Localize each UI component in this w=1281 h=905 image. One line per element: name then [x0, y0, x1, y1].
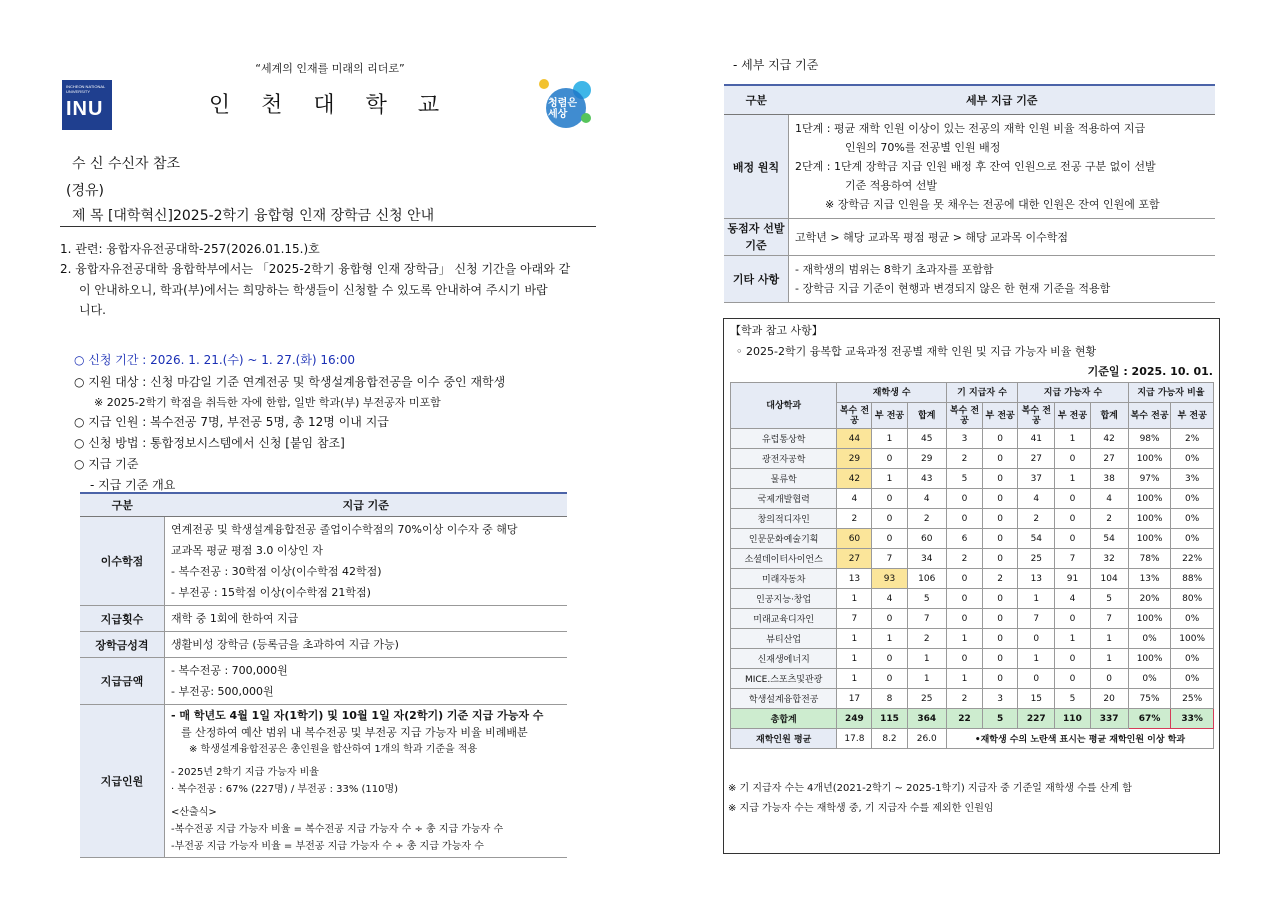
h-minor: 부 전공 — [983, 403, 1018, 429]
t2-header-category: 구분 — [724, 85, 789, 115]
table-cell: 0 — [872, 609, 907, 629]
table-row — [731, 589, 1214, 609]
table-row — [731, 689, 1214, 709]
table-cell: 8 — [872, 689, 907, 709]
table-cell: 1 — [1055, 429, 1090, 449]
table-cell: 42 — [837, 469, 872, 489]
h-minor: 부 전공 — [1055, 403, 1090, 429]
table-cell: 0 — [1055, 489, 1090, 509]
table-cell: 4 — [837, 489, 872, 509]
table-cell: 100% — [1171, 629, 1214, 649]
table-cell: 15 — [1018, 689, 1055, 709]
table-cell: 5 — [946, 469, 982, 489]
reference-box — [723, 318, 1220, 854]
total-cell: 110 — [1055, 709, 1090, 729]
total-cell: 227 — [1018, 709, 1055, 729]
table-cell: 7 — [907, 609, 946, 629]
table-cell: 0 — [983, 449, 1018, 469]
average-cell: 26.0 — [907, 729, 946, 749]
total-cell: 337 — [1090, 709, 1128, 729]
table-cell: 106 — [907, 569, 946, 589]
t2-val-etc — [789, 256, 1216, 303]
table-cell: 104 — [1090, 569, 1128, 589]
table-cell: 0 — [1055, 649, 1090, 669]
logo-big-text: INU — [66, 98, 104, 120]
detail-table — [724, 84, 1215, 303]
integrity-logo — [536, 76, 598, 132]
table-cell: 0 — [946, 489, 982, 509]
item-2-line2: 이 안내하오니, 학과(부)에서는 희망하는 학생들이 신청할 수 있도록 안내하여 주시기 바랍 — [79, 283, 548, 297]
table-cell: 0 — [1055, 449, 1090, 469]
table-cell: 0% — [1171, 649, 1214, 669]
t1-amount-line2: - 부전공: 500,000원 — [171, 685, 274, 698]
table-cell: 37 — [1018, 469, 1055, 489]
table-cell: 42 — [1090, 429, 1128, 449]
table-cell: 1 — [946, 629, 982, 649]
table-cell: 100% — [1128, 449, 1171, 469]
dept-name: 미래자동차 — [731, 569, 837, 589]
total-cell: 33% — [1171, 709, 1214, 729]
t1-people-line5: · 복수전공 : 67% (227명) / 부전공 : 33% (110명) — [171, 784, 399, 795]
table-cell: 0 — [946, 509, 982, 529]
t2-etc-line1: - 재학생의 범위는 8학기 초과자를 포함함 — [795, 263, 994, 276]
table-cell: 29 — [837, 449, 872, 469]
h-dept: 대상학과 — [731, 383, 837, 429]
t1-credits-line1: 연계전공 및 학생설계융합전공 졸업이수학점의 70%이상 이수자 중 해당 — [171, 523, 518, 536]
table-cell: 2 — [1090, 509, 1128, 529]
t1-val-people — [165, 705, 568, 858]
t1-credits-line3: - 복수전공 : 30학점 이상(이수학점 42학점) — [171, 565, 382, 578]
h-minor: 부 전공 — [1171, 403, 1214, 429]
table-cell: 25 — [907, 689, 946, 709]
slogan: “세계의 인재를 미래의 리더로” — [255, 62, 405, 75]
table-cell: 27 — [1018, 449, 1055, 469]
table-cell: 13 — [1018, 569, 1055, 589]
average-row — [731, 729, 1214, 749]
table-cell: 1 — [837, 669, 872, 689]
table-row — [731, 449, 1214, 469]
table-row — [731, 569, 1214, 589]
table-cell: 0% — [1171, 609, 1214, 629]
t1-people-line3: ※ 학생설계융합전공은 총인원을 합산하여 1개의 학과 기준을 적용 — [189, 744, 478, 755]
t1-header-criteria: 지급 기준 — [165, 493, 568, 517]
table-cell: 0% — [1171, 669, 1214, 689]
table-cell: 0 — [983, 609, 1018, 629]
dept-name: 물류학 — [731, 469, 837, 489]
t2-val-principle — [789, 115, 1216, 219]
h-ratio: 지급 가능자 비율 — [1128, 383, 1213, 403]
subject-rule — [60, 226, 596, 227]
dept-name: 국제개발협력 — [731, 489, 837, 509]
table-cell: 7 — [1055, 549, 1090, 569]
table-row — [731, 649, 1214, 669]
table-cell: 1 — [1018, 589, 1055, 609]
t1-people-line6: <산출식> — [171, 807, 217, 818]
t2-key-tie: 동점자 선발기준 — [724, 219, 789, 256]
table-cell: 32 — [1090, 549, 1128, 569]
t1-val-amount — [165, 658, 568, 705]
t1-key-amount: 지급금액 — [80, 658, 165, 705]
table-cell: 0 — [1055, 509, 1090, 529]
h-double: 복수 전공 — [1018, 403, 1055, 429]
table-cell: 1 — [837, 649, 872, 669]
table-cell: 0 — [1055, 529, 1090, 549]
table-row — [731, 629, 1214, 649]
table-cell: 2 — [946, 449, 982, 469]
ref-foot2: ※ 지급 가능자 수는 재학생 중, 기 지급자 수를 제외한 인원임 — [728, 803, 994, 814]
h-paid: 기 지급자 수 — [946, 383, 1017, 403]
average-note: •재학생 수의 노란색 표시는 평균 재학인원 이상 학과 — [946, 729, 1213, 749]
table-cell: 2% — [1171, 429, 1214, 449]
t1-header-category: 구분 — [80, 493, 165, 517]
table-cell: 1 — [946, 669, 982, 689]
table-cell: 3% — [1171, 469, 1214, 489]
table-cell: 7 — [837, 609, 872, 629]
table-cell: 4 — [1055, 589, 1090, 609]
total-cell: 115 — [872, 709, 907, 729]
table-row — [731, 429, 1214, 449]
criteria-sub: - 지급 기준 개요 — [90, 478, 176, 492]
item-2-line1: 2. 융합자유전공대학 융합학부에서는 「2025-2학기 융합형 인재 장학금」 신청 기간을 아래와 같 — [60, 262, 571, 276]
table-cell: 0 — [1018, 629, 1055, 649]
table-cell: 0 — [983, 509, 1018, 529]
table-cell: 1 — [1090, 649, 1128, 669]
table-row — [731, 669, 1214, 689]
criteria: ○ 지급 기준 — [74, 457, 139, 471]
average-label: 재학인원 평균 — [731, 729, 837, 749]
table-cell: 0 — [1055, 669, 1090, 689]
table-row — [731, 529, 1214, 549]
table-cell: 2 — [983, 569, 1018, 589]
table-cell: 38 — [1090, 469, 1128, 489]
table-cell: 2 — [907, 629, 946, 649]
table-cell: 100% — [1128, 609, 1171, 629]
t2-etc-line2: - 장학금 지급 기준이 현행과 변경되지 않은 한 현재 기준을 적용함 — [795, 282, 1111, 295]
table-cell: 60 — [837, 529, 872, 549]
t2-principle-line1: 1단계 : 평균 재학 인원 이상이 있는 전공의 재학 인원 비율 적용하여 지급 — [795, 122, 1146, 135]
h-enrolled: 재학생 수 — [837, 383, 947, 403]
table-cell: 29 — [907, 449, 946, 469]
table-cell: 0% — [1128, 629, 1171, 649]
table-cell: 2 — [946, 689, 982, 709]
table-cell: 0 — [983, 469, 1018, 489]
reference-table — [730, 382, 1214, 749]
table-cell: 43 — [907, 469, 946, 489]
dept-name: 인문문화예술기획 — [731, 529, 837, 549]
table-cell: 20% — [1128, 589, 1171, 609]
table-cell: 0 — [872, 489, 907, 509]
table-cell: 44 — [837, 429, 872, 449]
table-cell: 0 — [983, 589, 1018, 609]
inu-logo — [62, 80, 112, 130]
table-cell: 7 — [1018, 609, 1055, 629]
item-2-line3: 니다. — [79, 303, 106, 317]
logo-small-text: INCHEON NATIONAL UNIVERSITY — [66, 84, 106, 94]
table-cell: 1 — [1090, 629, 1128, 649]
table-cell: 0 — [946, 649, 982, 669]
table-cell: 0% — [1128, 669, 1171, 689]
t2-header-criteria: 세부 지급 기준 — [789, 85, 1216, 115]
table-cell: 5 — [907, 589, 946, 609]
table-cell: 93 — [872, 569, 907, 589]
total-cell: 249 — [837, 709, 872, 729]
table-row — [731, 609, 1214, 629]
table-cell: 0 — [872, 529, 907, 549]
ref-subtitle: ◦ 2025-2학기 융복합 교육과정 전공별 재학 인원 및 지급 가능자 비율 현황 — [736, 345, 1097, 358]
table-cell: 1 — [872, 429, 907, 449]
table-cell: 5 — [1055, 689, 1090, 709]
total-cell: 5 — [983, 709, 1018, 729]
h-double: 복수 전공 — [946, 403, 982, 429]
table-cell: 22% — [1171, 549, 1214, 569]
t1-people-line4: - 2025년 2학기 지급 가능자 비율 — [171, 767, 319, 778]
table-cell: 0 — [1090, 669, 1128, 689]
recipient: 수 신 수신자 참조 — [72, 156, 181, 172]
table-cell: 98% — [1128, 429, 1171, 449]
university-name: 인 천 대 학 교 — [208, 93, 452, 118]
t1-val-type: 생활비성 장학금 (등록금을 초과하여 지급 가능) — [165, 632, 568, 658]
t1-key-credits: 이수학점 — [80, 517, 165, 606]
t1-key-people: 지급인원 — [80, 705, 165, 858]
table-cell: 0 — [983, 549, 1018, 569]
table-cell: 0 — [983, 429, 1018, 449]
table-cell: 17 — [837, 689, 872, 709]
table-cell: 60 — [907, 529, 946, 549]
table-cell: 3 — [983, 689, 1018, 709]
table-cell: 1 — [872, 469, 907, 489]
table-row — [731, 489, 1214, 509]
table-cell: 1 — [907, 649, 946, 669]
table-cell: 25 — [1018, 549, 1055, 569]
t1-people-line2: 를 산정하여 예산 범위 내 복수전공 및 부전공 지급 가능자 비율 비례배분 — [181, 726, 528, 739]
t1-val-times: 재학 중 1회에 한하여 지급 — [165, 606, 568, 632]
t1-key-times: 지급횟수 — [80, 606, 165, 632]
table-cell: 4 — [1090, 489, 1128, 509]
apply-method: ○ 신청 방법 : 통합정보시스템에서 신청 [붙임 참조] — [74, 436, 345, 450]
average-cell: 17.8 — [837, 729, 872, 749]
table-cell: 20 — [1090, 689, 1128, 709]
table-cell: 54 — [1018, 529, 1055, 549]
t2-principle-line5: ※ 장학금 지급 인원을 못 채우는 전공에 대한 인원은 잔여 인원에 포함 — [825, 198, 1160, 211]
table-cell: 3 — [946, 429, 982, 449]
table-cell: 2 — [946, 549, 982, 569]
table-row — [731, 509, 1214, 529]
table-cell: 0 — [983, 669, 1018, 689]
dept-name: 소셜데이터사이언스 — [731, 549, 837, 569]
total-label: 총합계 — [731, 709, 837, 729]
table-cell: 0 — [872, 669, 907, 689]
table-cell: 0 — [983, 529, 1018, 549]
t2-principle-line2: 인원의 70%를 전공별 인원 배정 — [845, 141, 1001, 154]
table-row — [731, 549, 1214, 569]
table-cell: 100% — [1128, 489, 1171, 509]
table-cell: 45 — [907, 429, 946, 449]
ref-foot1: ※ 기 지급자 수는 4개년(2021-2학기 ~ 2025-1학기) 지급자 중 기준일 재학생 수를 산계 함 — [728, 783, 1132, 794]
dept-name: MICE.스포츠및관광 — [731, 669, 837, 689]
h-double: 복수 전공 — [837, 403, 872, 429]
table-cell: 41 — [1018, 429, 1055, 449]
integrity-logo-text: 청렴은 세상 — [548, 98, 577, 120]
dept-name: 신재생에너지 — [731, 649, 837, 669]
table-cell: 0 — [946, 609, 982, 629]
table-cell: 97% — [1128, 469, 1171, 489]
table-cell: 5 — [1090, 589, 1128, 609]
t1-key-type: 장학금성격 — [80, 632, 165, 658]
table-cell: 100% — [1128, 649, 1171, 669]
table-cell: 91 — [1055, 569, 1090, 589]
dept-name: 미래교육디자인 — [731, 609, 837, 629]
t1-val-credits — [165, 517, 568, 606]
table-cell: 2 — [907, 509, 946, 529]
target: ○ 지원 대상 : 신청 마감일 기준 연계전공 및 학생설계융합전공을 이수 중인 재학생 — [74, 375, 506, 389]
table-cell: 1 — [1018, 649, 1055, 669]
total-cell: 67% — [1128, 709, 1171, 729]
t1-people-line1: - 매 학년도 4월 1일 자(1학기) 및 10월 1일 자(2학기) 기준 지급 가능자 수 — [171, 709, 544, 722]
table-cell: 0 — [872, 509, 907, 529]
t2-val-tie: 고학년 > 해당 교과목 평점 평균 > 해당 교과목 이수학점 — [789, 219, 1216, 256]
table-cell: 1 — [907, 669, 946, 689]
t2-key-principle: 배정 원칙 — [724, 115, 789, 219]
t1-credits-line2: 교과목 평균 평점 3.0 이상인 자 — [171, 544, 323, 557]
table-cell: 4 — [872, 589, 907, 609]
t1-people-line8: -부전공 지급 가능자 비율 = 부전공 지급 가능자 수 ÷ 총 지급 가능자 수 — [171, 841, 484, 852]
pay-count: ○ 지급 인원 : 복수전공 7명, 부전공 5명, 총 12명 이내 지급 — [74, 415, 389, 429]
table-cell: 0 — [872, 449, 907, 469]
table-cell: 0 — [872, 649, 907, 669]
criteria-table — [80, 492, 567, 858]
table-cell: 25% — [1171, 689, 1214, 709]
t1-amount-line1: - 복수전공 : 700,000원 — [171, 664, 288, 677]
table-cell: 1 — [1055, 469, 1090, 489]
table-cell: 100% — [1128, 509, 1171, 529]
dept-name: 유럽통상학 — [731, 429, 837, 449]
detail-title: - 세부 지급 기준 — [733, 58, 819, 72]
dept-name: 창의적디자인 — [731, 509, 837, 529]
t2-principle-line3: 2단계 : 1단계 장학금 지급 인원 배정 후 잔여 인원으로 전공 구분 없이 선발 — [795, 160, 1156, 173]
table-cell: 7 — [1090, 609, 1128, 629]
table-cell: 100% — [1128, 529, 1171, 549]
table-cell: 13% — [1128, 569, 1171, 589]
table-cell: 0 — [1018, 669, 1055, 689]
t1-people-line7: -복수전공 지급 가능자 비율 = 복수전공 지급 가능자 수 ÷ 총 지급 가능자 수 — [171, 824, 504, 835]
table-cell: 0% — [1171, 509, 1214, 529]
table-cell: 1 — [837, 589, 872, 609]
table-cell: 78% — [1128, 549, 1171, 569]
table-cell: 2 — [1018, 509, 1055, 529]
ref-date: 기준일 : 2025. 10. 01. — [1087, 365, 1213, 378]
table-cell: 0 — [983, 629, 1018, 649]
table-row — [731, 469, 1214, 489]
table-cell: 6 — [946, 529, 982, 549]
h-minor: 부 전공 — [872, 403, 907, 429]
t1-credits-line4: - 부전공 : 15학점 이상(이수학점 21학점) — [171, 586, 371, 599]
h-possible: 지급 가능자 수 — [1018, 383, 1129, 403]
table-cell: 7 — [872, 549, 907, 569]
table-cell: 0 — [1055, 609, 1090, 629]
t2-key-etc: 기타 사항 — [724, 256, 789, 303]
table-cell: 54 — [1090, 529, 1128, 549]
via: (경유) — [66, 183, 104, 199]
dept-name: 뷰티산업 — [731, 629, 837, 649]
table-cell: 80% — [1171, 589, 1214, 609]
dept-name: 인공지능·창업 — [731, 589, 837, 609]
table-cell: 0 — [946, 569, 982, 589]
table-cell: 0% — [1171, 489, 1214, 509]
table-cell: 0 — [983, 489, 1018, 509]
table-cell: 13 — [837, 569, 872, 589]
t2-principle-line4: 기준 적용하여 선발 — [845, 179, 938, 192]
table-cell: 75% — [1128, 689, 1171, 709]
table-cell: 88% — [1171, 569, 1214, 589]
dept-name: 학생설계융합전공 — [731, 689, 837, 709]
total-row — [731, 709, 1214, 729]
table-cell: 1 — [872, 629, 907, 649]
h-sum: 합계 — [1090, 403, 1128, 429]
table-cell: 0% — [1171, 529, 1214, 549]
table-cell: 34 — [907, 549, 946, 569]
target-note: ※ 2025-2학기 학점을 취득한 자에 한함, 일반 학과(부) 부전공자 미포함 — [94, 396, 441, 409]
table-cell: 27 — [1090, 449, 1128, 469]
average-cell: 8.2 — [872, 729, 907, 749]
h-double: 복수 전공 — [1128, 403, 1171, 429]
subject: 제 목 [대학혁신]2025-2학기 융합형 인재 장학금 신청 안내 — [72, 208, 435, 224]
total-cell: 22 — [946, 709, 982, 729]
total-cell: 364 — [907, 709, 946, 729]
dept-name: 광전자공학 — [731, 449, 837, 469]
table-cell: 0 — [983, 649, 1018, 669]
h-sum: 합계 — [907, 403, 946, 429]
table-cell: 2 — [837, 509, 872, 529]
table-cell: 4 — [1018, 489, 1055, 509]
ref-title: 【학과 참고 사항】 — [730, 324, 823, 337]
table-cell: 4 — [907, 489, 946, 509]
table-cell: 0 — [946, 589, 982, 609]
item-1: 1. 관련: 융합자유전공대학-257(2026.01.15.)호 — [60, 242, 320, 256]
table-cell: 1 — [837, 629, 872, 649]
apply-period: ○ 신청 기간 : 2026. 1. 21.(수) ~ 1. 27.(화) 16:00 — [74, 353, 355, 367]
table-cell: 0% — [1171, 449, 1214, 469]
table-cell: 27 — [837, 549, 872, 569]
table-cell: 1 — [1055, 629, 1090, 649]
